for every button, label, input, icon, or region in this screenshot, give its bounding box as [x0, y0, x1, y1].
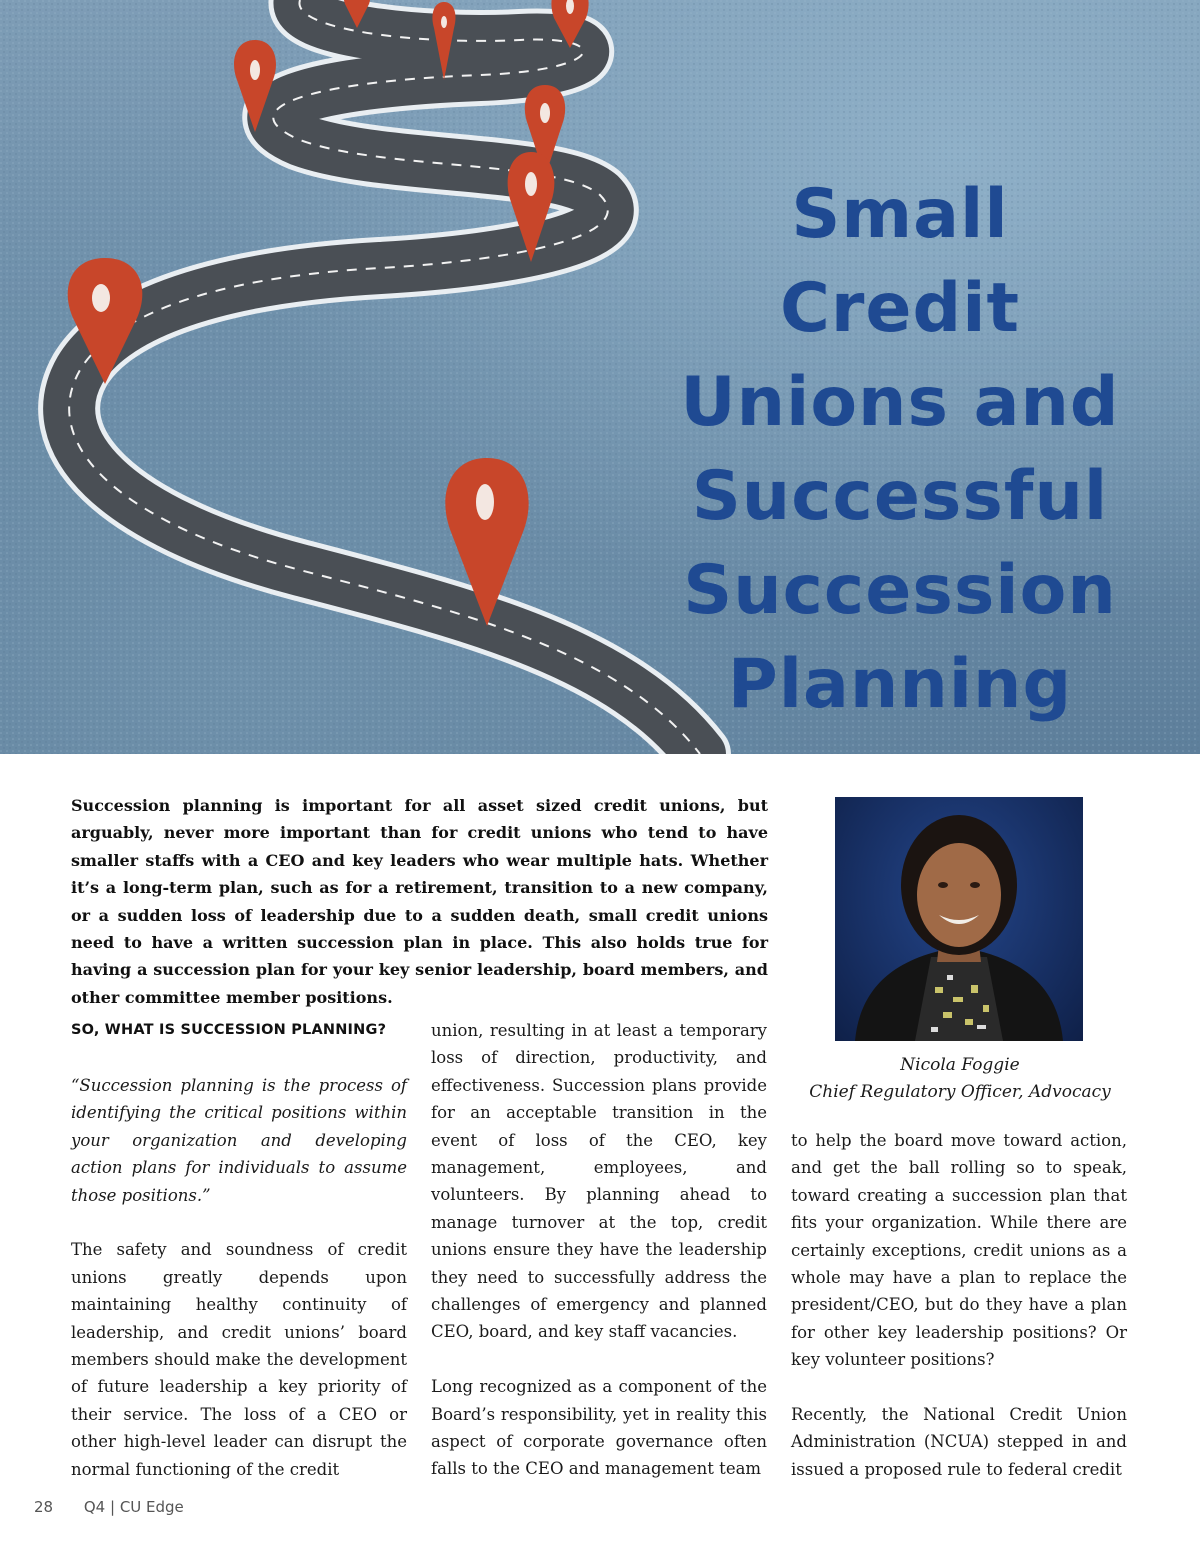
publication-name: Q4 | CU Edge: [83, 1498, 184, 1516]
title-line: Planning: [727, 645, 1073, 724]
author-caption: [790, 1052, 1130, 1106]
page-footer: [34, 1498, 184, 1516]
title-line: Succession: [683, 551, 1117, 630]
body-paragraph: union, resulting in at least a temporary loss of direction, productivity, and effectiveness. Succession plans provide for an acceptable transition in the event of loss of the CEO, key management, employees, and volunteers. By planning ahead to manage turnover at the top, credit unions ensure they have the leadership they need to successfully address the challenges of emergency and planned CEO, board, and key staff vacancies.: [431, 1021, 767, 1342]
title-line: Successful: [691, 457, 1109, 536]
page-number: 28: [34, 1498, 54, 1516]
section-heading: SO, WHAT IS SUCCESSION PLANNING?: [71, 1022, 387, 1038]
definition-quote: “Succession planning is the process of identifying the critical positions within your organization and developing action plans for individuals to assume those positions.”: [71, 1076, 407, 1205]
body-paragraph: Recently, the National Credit Union Administration (NCUA) stepped in and issued a proposed rule to federal credit: [791, 1405, 1127, 1479]
body-paragraph: to help the board move toward action, and get the ball rolling so to speak, toward creating a succession plan that fits your organization. While there are certainly exceptions, credit unions as a whole may have a plan to replace the president/CEO, but do they have a plan for other key leadership positions? Or key volunteer positions?: [791, 1131, 1127, 1370]
author-portrait-image: [835, 797, 1083, 1041]
column-2: [431, 1017, 767, 1510]
title-line: Small Credit: [779, 175, 1021, 348]
column-3: [791, 1127, 1127, 1511]
author-name: Nicola Foggie: [900, 1055, 1020, 1075]
hero-image: [0, 0, 1200, 754]
title-line: Unions and: [680, 363, 1120, 442]
lead-paragraph: Succession planning is important for all asset sized credit unions, but arguably, never more important than for credit unions who tend to have smaller staffs with a CEO and key leaders who wear multiple hats. Whether it’s a long-term plan, such as for a retirement, transition to a new company, or a sudden loss of leadership due to a sudden death, small credit unions need to have a written succession plan in place. This also holds true for having a succession plan for your key senior leadership, board members, and other committee member positions.: [71, 796, 768, 1007]
body-paragraph: Long recognized as a component of the Board’s responsibility, yet in reality this aspect of corporate governance often falls to the CEO and management team: [431, 1377, 767, 1479]
body-paragraph: The safety and soundness of credit unions greatly depends upon maintaining healthy continuity of leadership, and credit unions’ board members should make the development of future leadership a key priority of their service. The loss of a CEO or other high-level leader can disrupt the normal functioning of the credit: [71, 1240, 407, 1479]
author-title: Chief Regulatory Officer, Advocacy: [809, 1082, 1111, 1102]
column-1: [71, 1017, 407, 1510]
author-photo: [835, 797, 1083, 1041]
article-title: [660, 168, 1140, 732]
